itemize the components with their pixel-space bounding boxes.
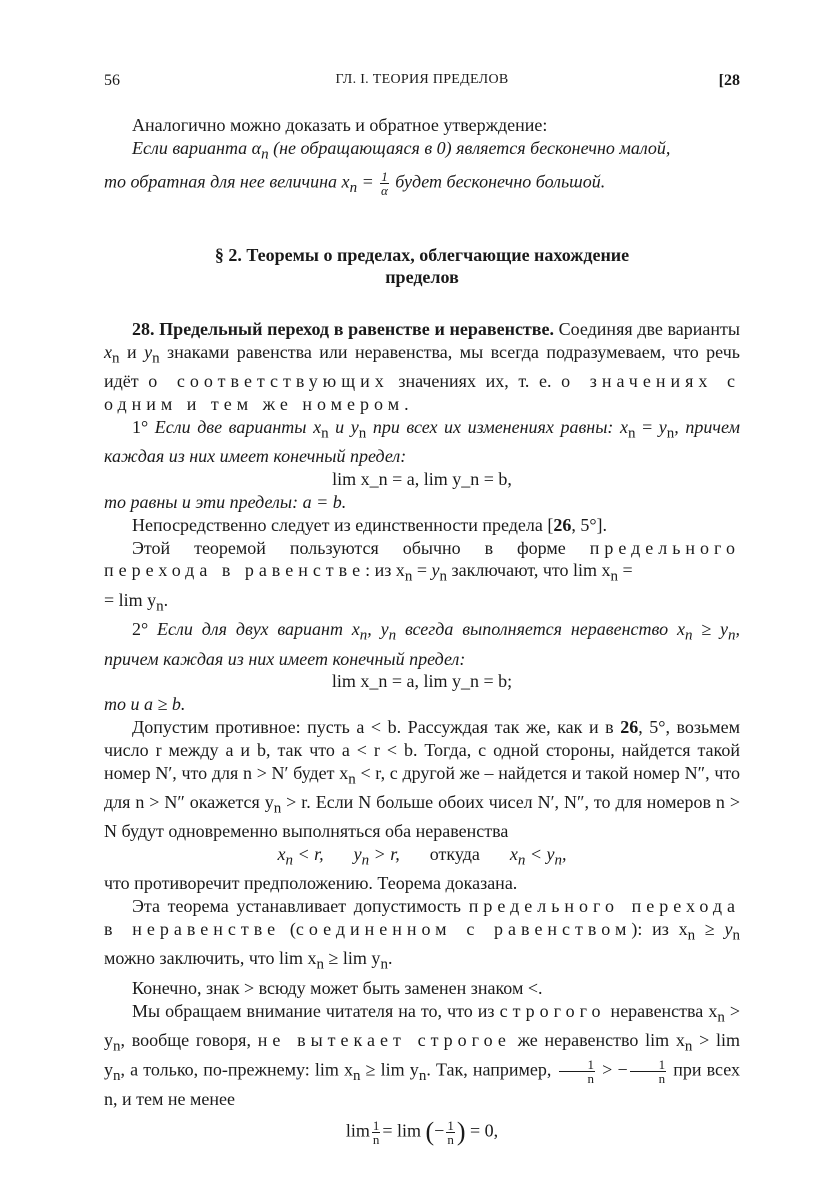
paragraph-28: 28. Предельный переход в равенстве и неравенстве. Соединяя две варианты $x_n$ и $y_n$ знаками равенства или неравенства, мы всегда подразумеваем, что речь идёт о соответствующих значениях их, т. е. о значениях с одним и тем же номером. bbox=[104, 319, 740, 415]
running-header bbox=[104, 72, 740, 96]
final-limit-formula: lim $\frac{1}{n}$ = lim (− $\frac{1}{n}$ ) = 0, bbox=[345, 1117, 499, 1148]
section-heading-line2: пределов bbox=[385, 267, 459, 288]
paragraph-28-title: 28. Предельный переход в равенстве и неравенстве. bbox=[132, 319, 554, 340]
fraction-one-over-n-final-neg: $\frac{1}{n}$ bbox=[447, 1118, 454, 1148]
theorem-1-proof: Непосредственно следует из единственности предела [26, 5°]. bbox=[132, 514, 608, 535]
strict-inequality-paragraph: Мы обращаем внимание читателя на то, что из строгого неравенства $x_n > y_n$, вообще говоря, не вытекает строгое же неравенство $\lim x_n > \lim y_n$, а только, по-прежнему: $\lim x_n \ge \lim y_n$. Так, например, $\frac{1}{n}$ > − $\frac{1}{n}$ при всех n, и тем не менее bbox=[104, 1000, 741, 1110]
intro-line: Аналогично можно доказать и обратное утверждение: bbox=[132, 115, 548, 135]
proof-display-inequalities: $x_n < r$, $y_n > r$, откуда $x_n < y_n$, bbox=[277, 844, 567, 869]
chapter-title: ГЛ. I. ТЕОРИЯ ПРЕДЕЛОВ bbox=[335, 72, 509, 87]
intro-theorem-line1: Если варианта $\alpha_n$ (не обращающаяся в 0) является бесконечно малой, bbox=[132, 137, 671, 163]
theorem-1-display-formula: lim x_n = a, lim y_n = b, bbox=[332, 469, 512, 490]
theorem-1-conclusion: то равны и эти пределы: a = b. bbox=[104, 491, 347, 512]
section-heading bbox=[104, 244, 740, 288]
page-number: 56 bbox=[104, 72, 120, 89]
section-heading-line1: § 2. Теоремы о пределах, облегчающие нахождение bbox=[214, 245, 630, 266]
proof-conclusion: что противоречит предположению. Теорема доказана. bbox=[104, 873, 518, 894]
theorem-2: 2° Если для двух вариант $x_n$, $y_n$ всегда выполняется неравенство $x_n \ge y_n$, причем каждая из них имеет конечный предел: bbox=[104, 619, 740, 669]
theorem-1-usage-end: = $\lim y_n$. bbox=[104, 589, 169, 615]
theorem-1-usage: Этой теоремой пользуются обычно в форме предельного перехода в равенстве: из $x_n = y_n$ заключают, что $\lim x_n$ = bbox=[104, 537, 740, 585]
section-number: [28 bbox=[718, 72, 740, 89]
fraction-one-over-alpha: $\frac{1}{\alpha}$ bbox=[381, 169, 388, 199]
fraction-one-over-n-final: $\frac{1}{n}$ bbox=[372, 1118, 380, 1148]
theorem-2-proof: Допустим противное: пусть a < b. Рассуждая так же, как и в 26, 5°, возьмем число r между a и b, так что a < r < b. Тогда, с одной стороны, найдется такой номер N′, что для n > N′ будет $x_n < r$, с другой же – найдется и такой номер N″, что для n > N″ окажется $y_n > r$. Если N больше обоих чисел N′, N″, то для номеров n > N будут одновременно выполняться оба неравенства bbox=[104, 716, 741, 842]
fraction-one-over-n: $\frac{1}{n}$ bbox=[559, 1058, 596, 1085]
limit-inequality-paragraph: Эта теорема устанавливает допустимость предельного перехода в неравенстве (соединенном с равенством): из $x_n \ge y_n$ можно заключить, что $\lim x_n \ge \lim y_n$. bbox=[104, 896, 740, 974]
theorem-2-conclusion: то и a ≥ b. bbox=[104, 694, 186, 715]
fraction-one-over-n-negative: $\frac{1}{n}$ bbox=[630, 1058, 667, 1085]
theorem-2-display-formula: lim x_n = a, lim y_n = b; bbox=[331, 671, 513, 692]
page-body bbox=[104, 114, 740, 1146]
sign-replacement-note: Конечно, знак > всюду может быть заменен знаком <. bbox=[132, 977, 543, 998]
theorem-1: 1° Если две варианты $x_n$ и $y_n$ при всех их изменениях равны: $x_n = y_n$, причем каждая из них имеет конечный предел: bbox=[104, 416, 740, 467]
intro-theorem-line2: то обратная для нее величина $x_n$ = $\frac{1}{\alpha}$ будет бесконечно большой. bbox=[104, 169, 606, 199]
